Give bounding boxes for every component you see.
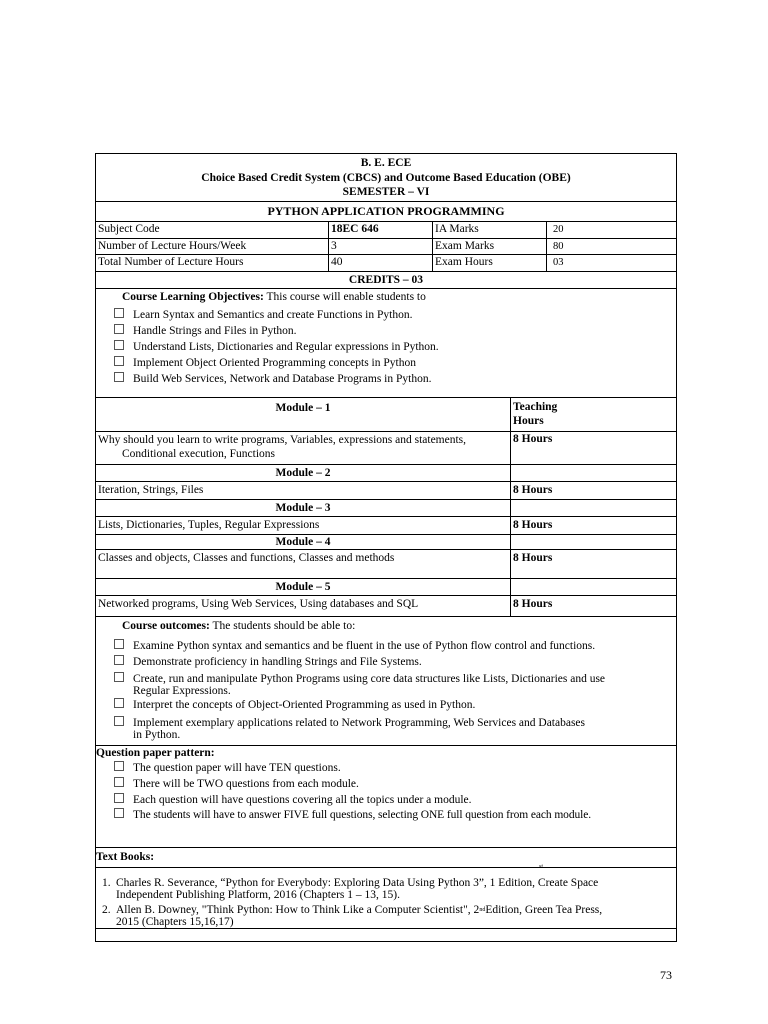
module-topics: Iteration, Strings, Files xyxy=(98,484,204,496)
objective-item: Build Web Services, Network and Database Programs in Python. xyxy=(114,372,431,387)
module-hours: 8 Hours xyxy=(510,550,676,578)
bullet-box-icon xyxy=(114,672,124,682)
module-hours: 8 Hours xyxy=(510,482,676,499)
objective-item: Implement Object Oriented Programming concepts in Python xyxy=(114,356,416,371)
qpaper-item: There will be TWO questions from each module. xyxy=(114,777,359,790)
bullet-box-icon xyxy=(114,698,124,708)
objective-item: Learn Syntax and Semantics and create Functions in Python. xyxy=(114,308,412,323)
bullet-box-icon xyxy=(114,324,124,334)
module-5-content xyxy=(96,596,676,617)
bullet-box-icon xyxy=(114,808,124,818)
outcome-item: Demonstrate proficiency in handling Strings and File Systems. xyxy=(114,655,422,668)
module-1-header xyxy=(96,398,676,432)
stray-superscript: st xyxy=(539,864,544,870)
outcomes-intro xyxy=(122,619,355,634)
qpaper-heading: Question paper pattern: xyxy=(96,747,215,759)
module-3-content xyxy=(96,517,676,535)
textbooks-list xyxy=(96,864,676,929)
objectives-section xyxy=(96,289,676,398)
bullet-box-icon xyxy=(114,639,124,649)
page-number: 73 xyxy=(660,968,672,982)
info-label: Subject Code xyxy=(98,223,160,235)
course-title-row xyxy=(96,202,676,222)
module-topics: Lists, Dictionaries, Tuples, Regular Expressions xyxy=(98,519,320,531)
module-title: Module – 2 xyxy=(275,467,331,479)
module-5-header xyxy=(96,579,676,596)
outcome-item: Implement exemplary applications related to Network Programming, Web Services and Databases in Python. xyxy=(114,716,585,741)
module-hours: 8 Hours xyxy=(510,517,676,534)
module-topics: Classes and objects, Classes and functions, Classes and methods xyxy=(98,552,395,564)
qpaper-item: Each question will have questions covering all the topics under a module. xyxy=(114,793,472,806)
module-topics: Why should you learn to write programs, Variables, expressions and statements, Conditional execution, Functions xyxy=(98,434,467,460)
module-4-header xyxy=(96,535,676,550)
info-value-2: 80 xyxy=(546,239,676,254)
bullet-box-icon xyxy=(114,372,124,382)
qpaper-item: The students will have to answer FIVE full questions, selecting ONE full question from each module. xyxy=(114,808,591,821)
bullet-box-icon xyxy=(114,777,124,787)
syllabus-table xyxy=(95,153,677,942)
objectives-heading: Course Learning Objectives: xyxy=(122,291,264,303)
teaching-hours-header: Teaching Hours xyxy=(510,398,676,431)
bullet-box-icon xyxy=(114,793,124,803)
header-line-3: SEMESTER – VI xyxy=(342,186,430,198)
textbooks-heading: Text Books: xyxy=(96,851,155,863)
question-paper-section xyxy=(96,746,676,848)
info-row-3 xyxy=(96,255,676,272)
info-label-2: IA Marks xyxy=(432,222,547,238)
module-hours: 8 Hours xyxy=(510,432,676,464)
objectives-intro-text: This course will enable students to xyxy=(263,291,426,303)
info-value: 18EC 646 xyxy=(328,222,433,238)
info-value: 40 xyxy=(328,255,433,271)
info-row-1 xyxy=(96,222,676,239)
outcomes-heading: Course outcomes: xyxy=(122,620,210,632)
module-title: Module – 1 xyxy=(275,402,331,414)
outcome-item: Examine Python syntax and semantics and be fluent in the use of Python flow control and functions. xyxy=(114,639,595,652)
objectives-intro xyxy=(122,290,426,305)
bullet-box-icon xyxy=(114,761,124,771)
module-2-content xyxy=(96,482,676,500)
info-row-2 xyxy=(96,239,676,255)
module-3-header xyxy=(96,500,676,517)
info-label-2: Exam Marks xyxy=(432,239,547,254)
textbook-1: 1. Charles R. Severance, “Python for Everybody: Exploring Data Using Python 3”, 1 Edition, Create Space Independent Publishing Platform, 2016 (Chapters 1 – 13, 15). xyxy=(102,877,599,901)
credits: CREDITS – 03 xyxy=(348,274,424,286)
textbooks-heading-row xyxy=(96,848,676,868)
bullet-box-icon xyxy=(114,340,124,350)
bullet-box-icon xyxy=(114,308,124,318)
credits-row xyxy=(96,272,676,289)
info-label-2: Exam Hours xyxy=(432,255,547,271)
header-line-1: B. E. ECE xyxy=(360,157,412,169)
module-2-header xyxy=(96,465,676,482)
outcomes-section xyxy=(96,617,676,746)
qpaper-item: The question paper will have TEN questions. xyxy=(114,761,341,774)
module-topics: Networked programs, Using Web Services, Using databases and SQL xyxy=(98,598,419,610)
course-title: PYTHON APPLICATION PROGRAMMING xyxy=(267,204,505,218)
module-title: Module – 3 xyxy=(275,502,331,514)
objective-item: Understand Lists, Dictionaries and Regular expressions in Python. xyxy=(114,340,439,355)
module-title: Module – 5 xyxy=(275,581,331,593)
module-1-content xyxy=(96,432,676,465)
header-line-2: Choice Based Credit System (CBCS) and Outcome Based Education (OBE) xyxy=(201,171,571,184)
outcome-item: Create, run and manipulate Python Programs using core data structures like Lists, Dictionaries and use Regular Expressions. xyxy=(114,672,605,697)
objective-item: Handle Strings and Files in Python. xyxy=(114,324,297,339)
bullet-box-icon xyxy=(114,655,124,665)
outcomes-intro-text: The students should be able to: xyxy=(209,620,356,632)
bullet-box-icon xyxy=(114,716,124,726)
info-label: Number of Lecture Hours/Week xyxy=(98,240,247,252)
info-label: Total Number of Lecture Hours xyxy=(98,256,244,268)
module-title: Module – 4 xyxy=(275,536,331,548)
info-value: 3 xyxy=(328,239,433,254)
info-value-2: 03 xyxy=(546,255,676,271)
program-header xyxy=(96,154,676,202)
module-4-content xyxy=(96,550,676,579)
outcome-item: Interpret the concepts of Object-Oriented Programming as used in Python. xyxy=(114,698,475,711)
module-hours: 8 Hours xyxy=(510,596,676,616)
textbook-2: 2. Allen B. Downey, "Think Python: How to Think Like a Computer Scientist", 2ndEdition, Green Tea Press, 2015 (Chapters 15,16,17) xyxy=(102,904,603,928)
info-value-2: 20 xyxy=(546,222,676,238)
bullet-box-icon xyxy=(114,356,124,366)
